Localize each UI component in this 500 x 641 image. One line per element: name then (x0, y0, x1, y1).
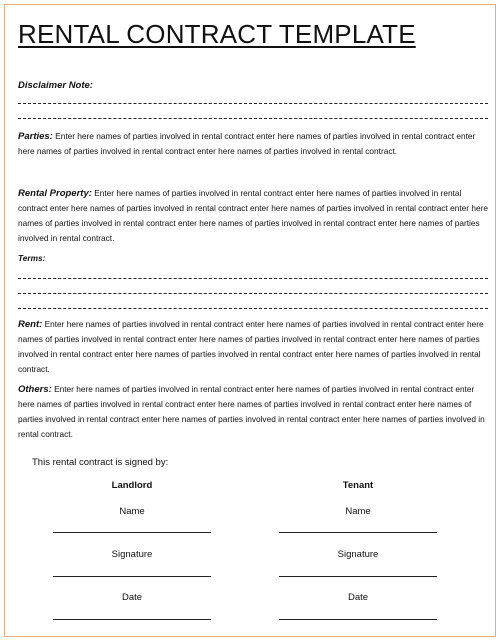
parties-text: Enter here names of parties involved in rental contract enter here names of parties involved in rental contract enter here names of parties involved in rental contract enter here names of parties involved in rental contract. (18, 131, 476, 156)
rent-text: Enter here names of parties involved in rental contract enter here names of parties involved in rental contract enter here names of parties involved in rental contract enter here names of parties involved in rental contract enter here names of parties involved in rental contract enter here names of parties involved in rental contract enter here names of parties involved in rental contract. (18, 319, 484, 374)
rental-property-label: Rental Property: (18, 188, 92, 199)
landlord-heading: Landlord (111, 480, 153, 491)
landlord-name-line[interactable] (53, 532, 211, 533)
others-text: Enter here names of parties involved in rental contract enter here names of parties involved in rental contract enter here names of parties involved in rental contract enter here names of parties involved in rental contract enter here names of parties involved in rental contract enter here names of parties involved in rental contract enter here names of parties involved in rental contract. (18, 384, 485, 439)
document-title: RENTAL CONTRACT TEMPLATE (18, 19, 416, 49)
tenant-date-label: Date (347, 592, 369, 603)
terms-label: Terms: (18, 253, 46, 263)
tenant-signature-line[interactable] (279, 576, 437, 577)
landlord-signature-label: Signature (111, 549, 153, 560)
landlord-date-line[interactable] (53, 619, 211, 620)
parties-label: Parties: (18, 131, 53, 142)
disclaimer-label: Disclaimer Note: (18, 80, 93, 91)
tenant-heading: Tenant (342, 480, 374, 491)
terms-line-2 (18, 293, 488, 294)
signed-by-intro: This rental contract is signed by: (32, 457, 169, 468)
rental-property-text: Enter here names of parties involved in rental contract enter here names of parties involved in rental contract enter here names of parties involved in rental contract enter here names of parties involved in rental contract enter here names of parties involved in rental contract enter here names of parties involved in rental contract enter here names of parties involved in rental contract. (18, 188, 488, 243)
rent-section (18, 317, 490, 377)
landlord-name-label: Name (119, 506, 145, 517)
rent-label: Rent: (18, 319, 43, 330)
tenant-date-line[interactable] (279, 619, 437, 620)
landlord-date-label: Date (121, 592, 143, 603)
tenant-name-label: Name (345, 506, 371, 517)
rental-property-section (18, 186, 490, 246)
others-label: Others: (18, 384, 52, 395)
parties-section (18, 129, 490, 159)
landlord-signature-line[interactable] (53, 576, 211, 577)
others-section (18, 382, 490, 442)
disclaimer-line-2 (18, 118, 488, 119)
terms-line-1 (18, 278, 488, 279)
terms-line-3 (18, 308, 488, 309)
tenant-name-line[interactable] (279, 532, 437, 533)
contract-page (4, 4, 496, 637)
tenant-signature-label: Signature (337, 549, 379, 560)
disclaimer-line-1 (18, 103, 488, 104)
